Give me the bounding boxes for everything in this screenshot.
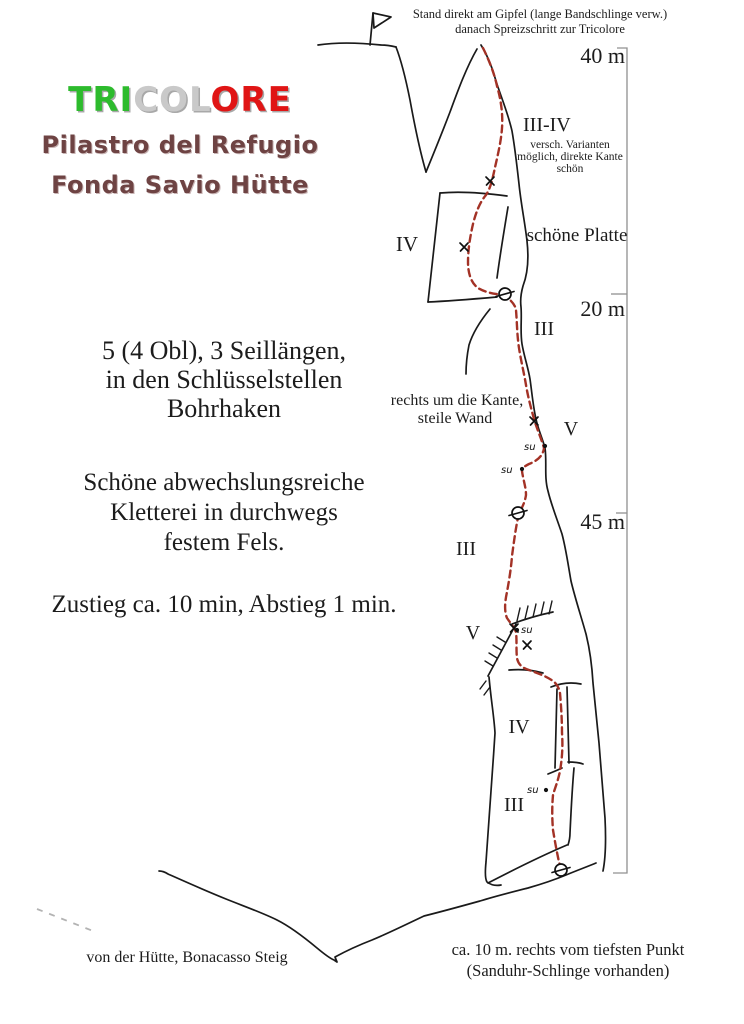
wall-label-10: III: [456, 538, 476, 560]
scale-bracket: [611, 48, 627, 873]
wall-label-2: möglich, direkte Kante: [517, 151, 623, 163]
sanduhr-label: su: [521, 625, 533, 636]
summit-note-line1: Stand direkt am Gipfel (lange Bandschlinge verw.): [412, 7, 668, 21]
main-right-edge: [481, 45, 606, 871]
title-block: [40, 80, 320, 200]
wall-label-4: IV: [395, 232, 419, 256]
bolt-icon: [523, 641, 531, 649]
description-pitches: 5 (4 Obl), 3 Seillängen, in den Schlüsselstellen Bohrhaken: [101, 336, 347, 423]
sanduhr-label: su: [524, 442, 536, 453]
sanduhr-label: su: [527, 785, 539, 796]
summit-plateau: [318, 43, 396, 47]
description-character: Schöne abwechslungsreiche Kletterei in durchwegs festem Fels.: [83, 469, 365, 556]
scale-label-1: 20 m: [580, 296, 625, 321]
bolt-icon: [460, 243, 468, 251]
wall-label-6: III: [534, 318, 554, 340]
pinnacle-left-edge: [426, 49, 477, 172]
summit-note: [400, 7, 680, 36]
wall-label-9: V: [563, 418, 579, 440]
wall-label-5: schöne Platte: [526, 225, 628, 246]
description-approach: Zustieg ca. 10 min, Abstieg 1 min.: [51, 591, 397, 618]
slab-left: [428, 193, 440, 302]
wall-label-7: rechts um die Kante,: [390, 392, 524, 409]
flag: [373, 13, 391, 28]
sanduhr-dot: [543, 444, 547, 448]
approach-note: von der Hütte, Bonacasso Steig: [86, 949, 288, 966]
route-subtitle-location: Pilastro del Refugio: [41, 131, 319, 159]
sanduhr-dot: [515, 628, 519, 632]
wall-label-12: IV: [508, 716, 530, 738]
sanduhr-dot: [520, 467, 524, 471]
pillar-right-edge: [568, 768, 574, 845]
base-ledge-diagonal: [488, 845, 567, 883]
scale-label-0: 40 m: [580, 43, 625, 68]
title-part: ORE: [210, 80, 292, 120]
wall-label-1: versch. Varianten: [530, 139, 610, 151]
diagonal-hatching: [480, 637, 505, 695]
chimney-left: [555, 689, 557, 768]
scale-bracket-line: [613, 48, 627, 873]
wall-label-11: V: [465, 622, 481, 644]
pillar-left-edge: [485, 677, 501, 885]
wall-label-8: steile Wand: [417, 410, 493, 427]
route-title: [40, 80, 320, 120]
sanduhr-label: su: [501, 465, 513, 476]
wall-label-13: III: [504, 794, 524, 816]
title-part: COL: [133, 80, 211, 120]
route-subtitle-hut: Fonda Savio Hütte: [51, 171, 309, 199]
approach-path: [37, 909, 93, 931]
below-slab-edge: [466, 309, 490, 374]
sanduhr-dot: [544, 788, 548, 792]
start-note: [452, 939, 685, 981]
overhang-hatching: [517, 601, 552, 621]
start-note-line2: (Sanduhr-Schlinge vorhanden): [466, 961, 670, 980]
route-description: [18, 336, 430, 619]
plateau-right-edge: [396, 47, 426, 172]
slab-top: [440, 192, 507, 196]
slab-inner-edge: [497, 207, 508, 278]
scale-label-2: 45 m: [580, 509, 625, 534]
start-note-line1: ca. 10 m. rechts vom tiefsten Punkt: [451, 940, 685, 959]
chimney-right: [567, 687, 569, 763]
chimney-bottom-ledge: [548, 762, 583, 774]
wall-label-3: schön: [556, 163, 584, 175]
title-part: TRI: [68, 80, 134, 120]
wall-label-0: III-IV: [523, 114, 571, 136]
summit-note-line2: danach Spreizschritt zur Tricolore: [455, 21, 625, 36]
slab-bottom: [428, 297, 497, 302]
